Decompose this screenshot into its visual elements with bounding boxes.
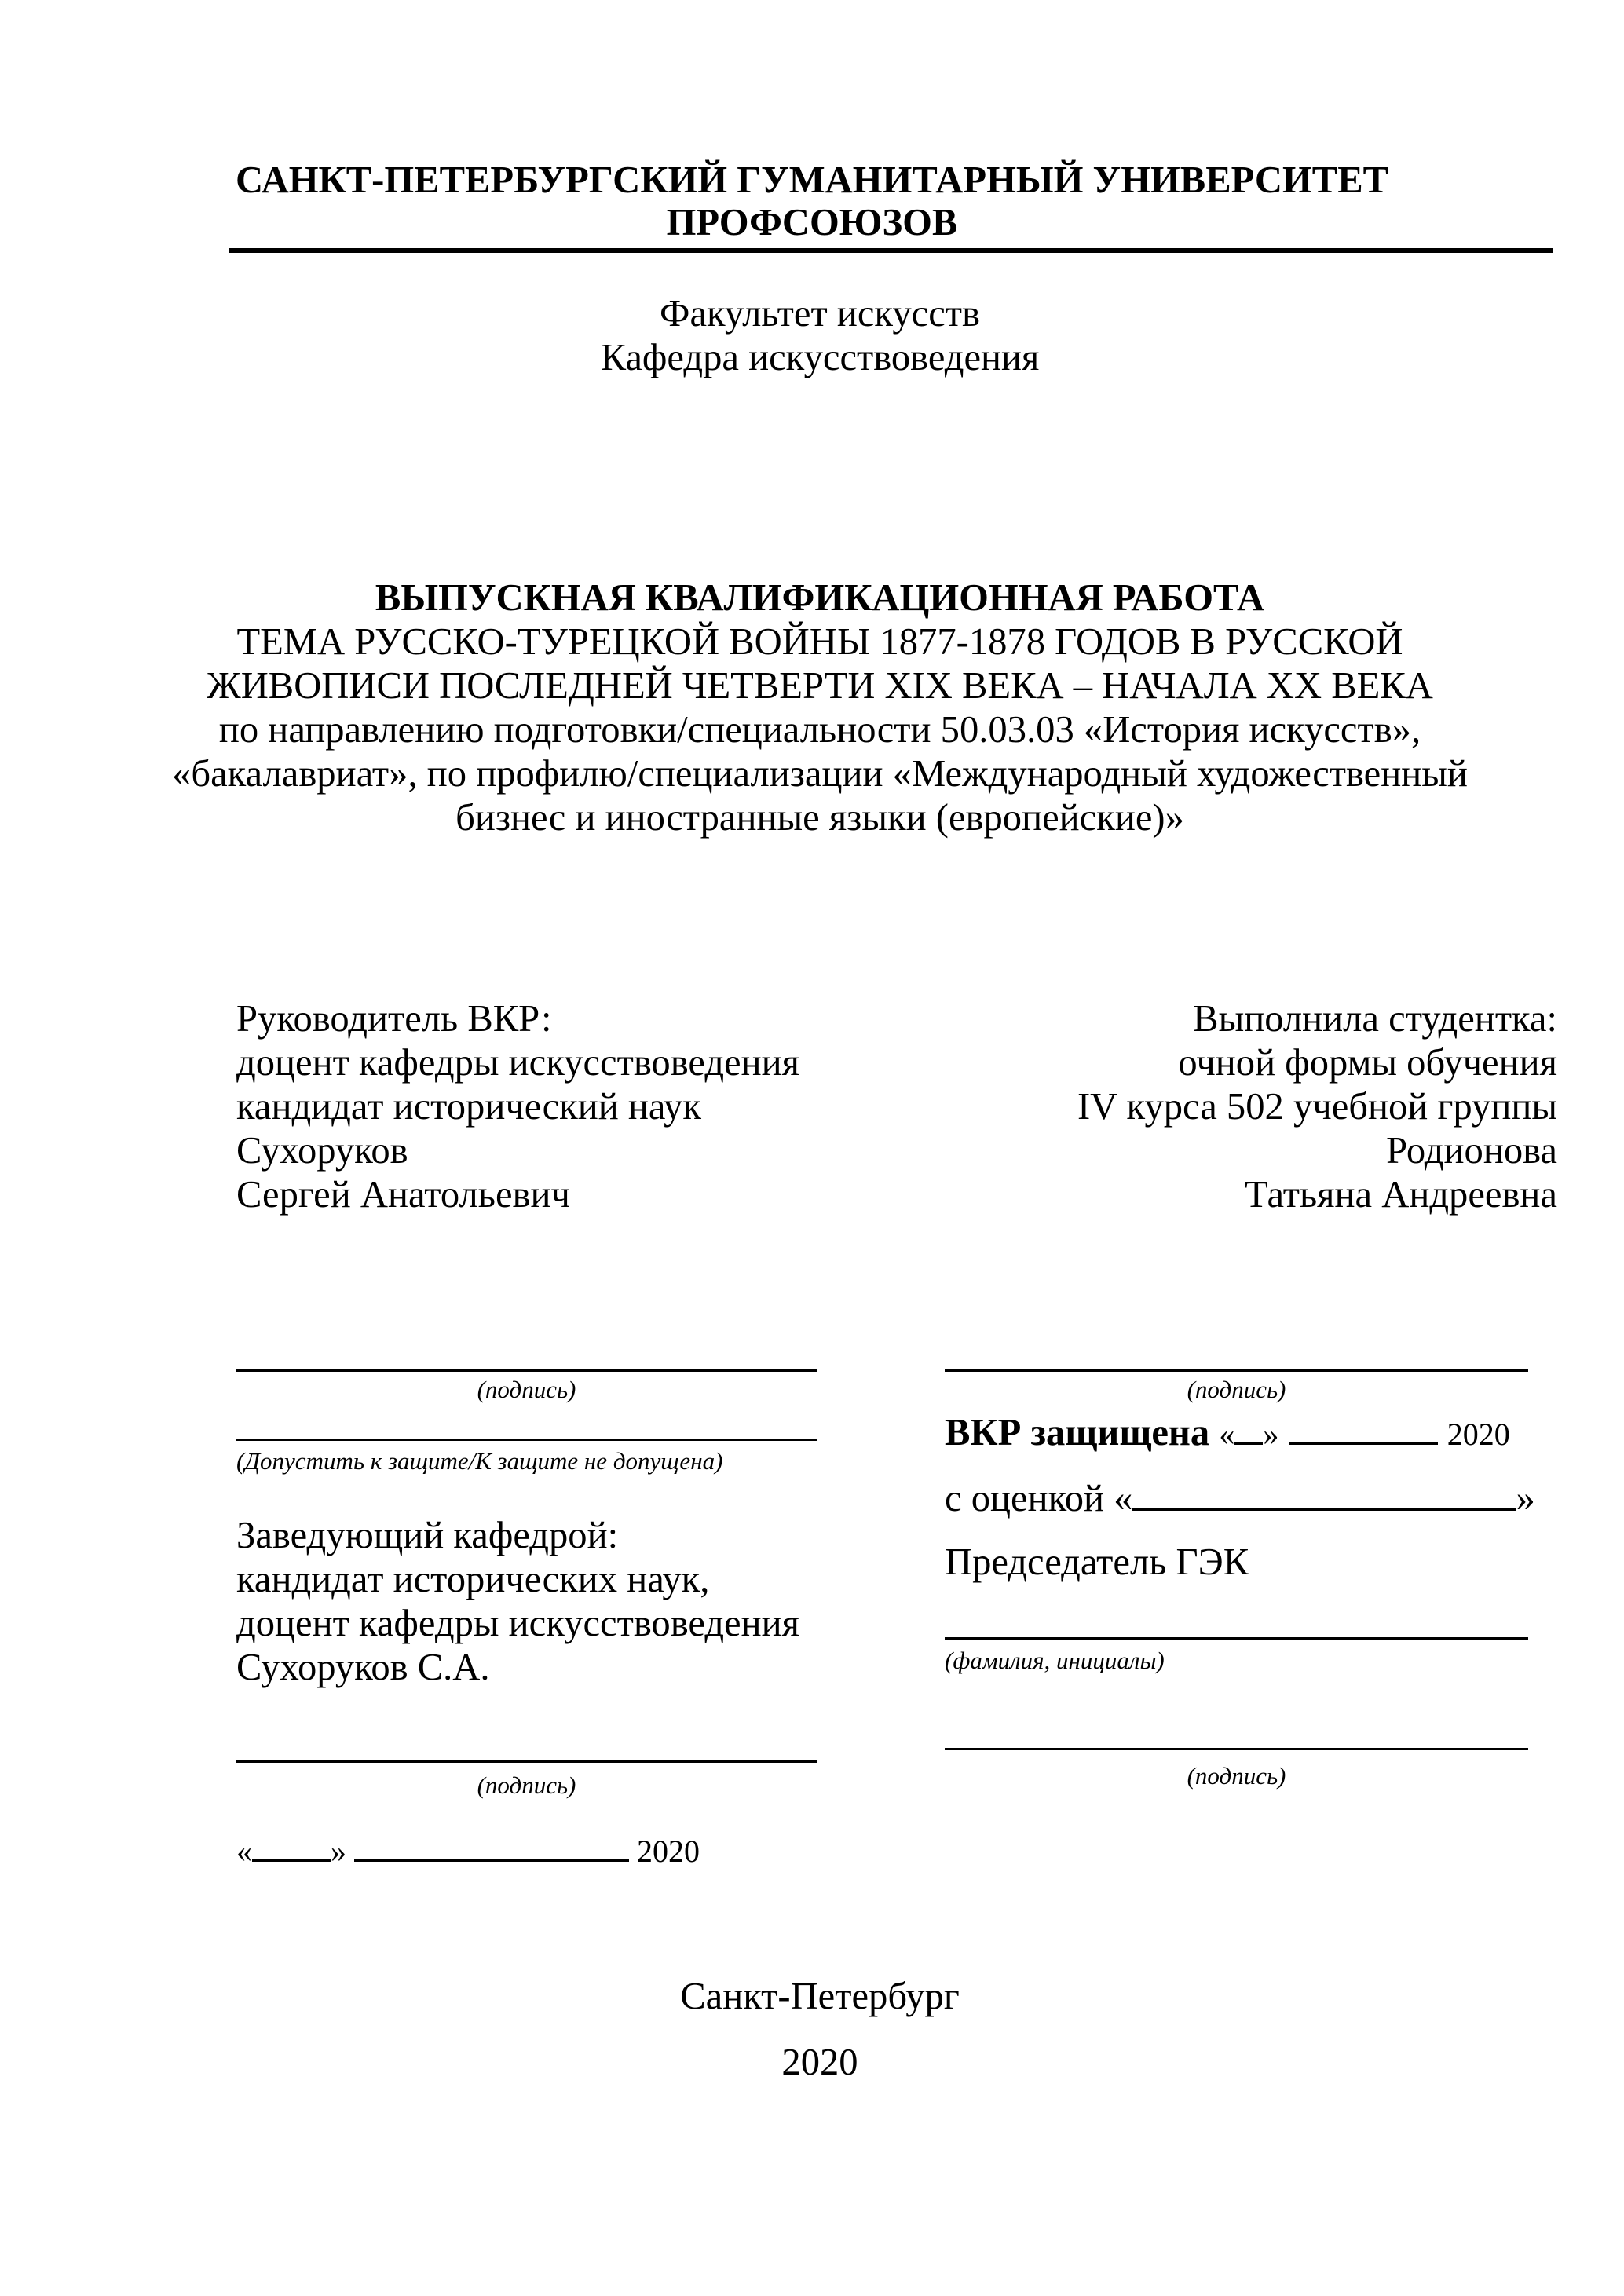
student-line: очной формы обучения bbox=[1178, 1041, 1557, 1084]
quote: « bbox=[1219, 1417, 1235, 1452]
faculty: Факультет искусств bbox=[660, 292, 980, 335]
supervisor-line: кандидат исторический наук bbox=[236, 1085, 701, 1128]
defended-label: ВКР защищена bbox=[945, 1411, 1210, 1453]
quote: » bbox=[1263, 1417, 1279, 1452]
admission-caption: (Допустить к защите/К защите не допущена) bbox=[236, 1447, 723, 1475]
head-line: кандидат исторических наук, bbox=[236, 1558, 710, 1600]
month-blank bbox=[1289, 1411, 1438, 1445]
quote: » bbox=[331, 1834, 346, 1869]
department: Кафедра искусствоведения bbox=[600, 336, 1040, 378]
student-line: Татьяна Андреевна bbox=[1244, 1173, 1557, 1216]
supervisor-line: доцент кафедры искусствоведения bbox=[236, 1041, 799, 1084]
signature-caption: (подпись) bbox=[1187, 1376, 1286, 1403]
work-title-line1: ТЕМА РУССКО-ТУРЕЦКОЙ ВОЙНЫ 1877-1878 ГОДОВ В РУССКОЙ bbox=[236, 620, 1403, 663]
footer-city: Санкт-Петербург bbox=[680, 1975, 960, 2017]
head-line: Заведующий кафедрой: bbox=[236, 1514, 619, 1556]
work-title-line2: ЖИВОПИСИ ПОСЛЕДНЕЙ ЧЕТВЕРТИ XIX ВЕКА – НАЧАЛА XX ВЕКА bbox=[207, 664, 1433, 707]
day-blank bbox=[252, 1828, 331, 1862]
student-signature-line bbox=[945, 1369, 1528, 1372]
grade-label: с оценкой « bbox=[945, 1477, 1133, 1519]
chairman-label: Председатель ГЭК bbox=[945, 1541, 1249, 1583]
supervisor-line: Сухоруков bbox=[236, 1129, 408, 1172]
month-blank bbox=[354, 1828, 629, 1862]
supervisor-line: Руководитель ВКР: bbox=[236, 997, 552, 1040]
supervisor-signature-line bbox=[236, 1369, 817, 1372]
head-line: доцент кафедры искусствоведения bbox=[236, 1602, 799, 1644]
university-name-line1: САНКТ-ПЕТЕРБУРГСКИЙ ГУМАНИТАРНЫЙ УНИВЕРСИТЕТ bbox=[235, 159, 1389, 201]
header-divider bbox=[229, 248, 1553, 253]
defense-year: 2020 bbox=[1447, 1417, 1510, 1452]
date-left bbox=[236, 1828, 700, 1874]
defense-date bbox=[945, 1410, 1510, 1457]
direction-line1: по направлению подготовки/специальности 50.03.03 «История искусств», bbox=[218, 708, 1421, 751]
name-initials-caption: (фамилия, инициалы) bbox=[945, 1647, 1165, 1674]
signature-caption: (подпись) bbox=[477, 1376, 576, 1403]
university-name-line2: ПРОФСОЮЗОВ bbox=[666, 201, 958, 243]
day-blank bbox=[1234, 1411, 1263, 1445]
chairman-name-line bbox=[945, 1637, 1528, 1640]
head-line: Сухоруков С.А. bbox=[236, 1646, 490, 1688]
supervisor-line: Сергей Анатольевич bbox=[236, 1173, 570, 1216]
grade-blank bbox=[1132, 1477, 1516, 1511]
student-line: Родионова bbox=[1386, 1129, 1557, 1172]
footer-year: 2020 bbox=[781, 2041, 858, 2083]
date-year: 2020 bbox=[637, 1834, 700, 1869]
signature-caption: (подпись) bbox=[1187, 1762, 1286, 1790]
quote: « bbox=[236, 1834, 252, 1869]
student-line: Выполнила студентка: bbox=[1193, 997, 1557, 1040]
work-type: ВЫПУСКНАЯ КВАЛИФИКАЦИОННАЯ РАБОТА bbox=[375, 576, 1265, 619]
direction-line2: «бакалавриат», по профилю/специализации «Международный художественный bbox=[172, 752, 1468, 795]
chairman-signature-line bbox=[945, 1748, 1528, 1750]
admission-line bbox=[236, 1439, 817, 1441]
direction-line3: бизнес и иностранные языки (европейские)» bbox=[455, 796, 1184, 839]
quote: » bbox=[1516, 1477, 1535, 1519]
student-line: IV курса 502 учебной группы bbox=[1077, 1085, 1557, 1128]
grade-line bbox=[945, 1476, 1535, 1520]
signature-caption: (подпись) bbox=[477, 1771, 576, 1799]
head-signature-line bbox=[236, 1760, 817, 1763]
